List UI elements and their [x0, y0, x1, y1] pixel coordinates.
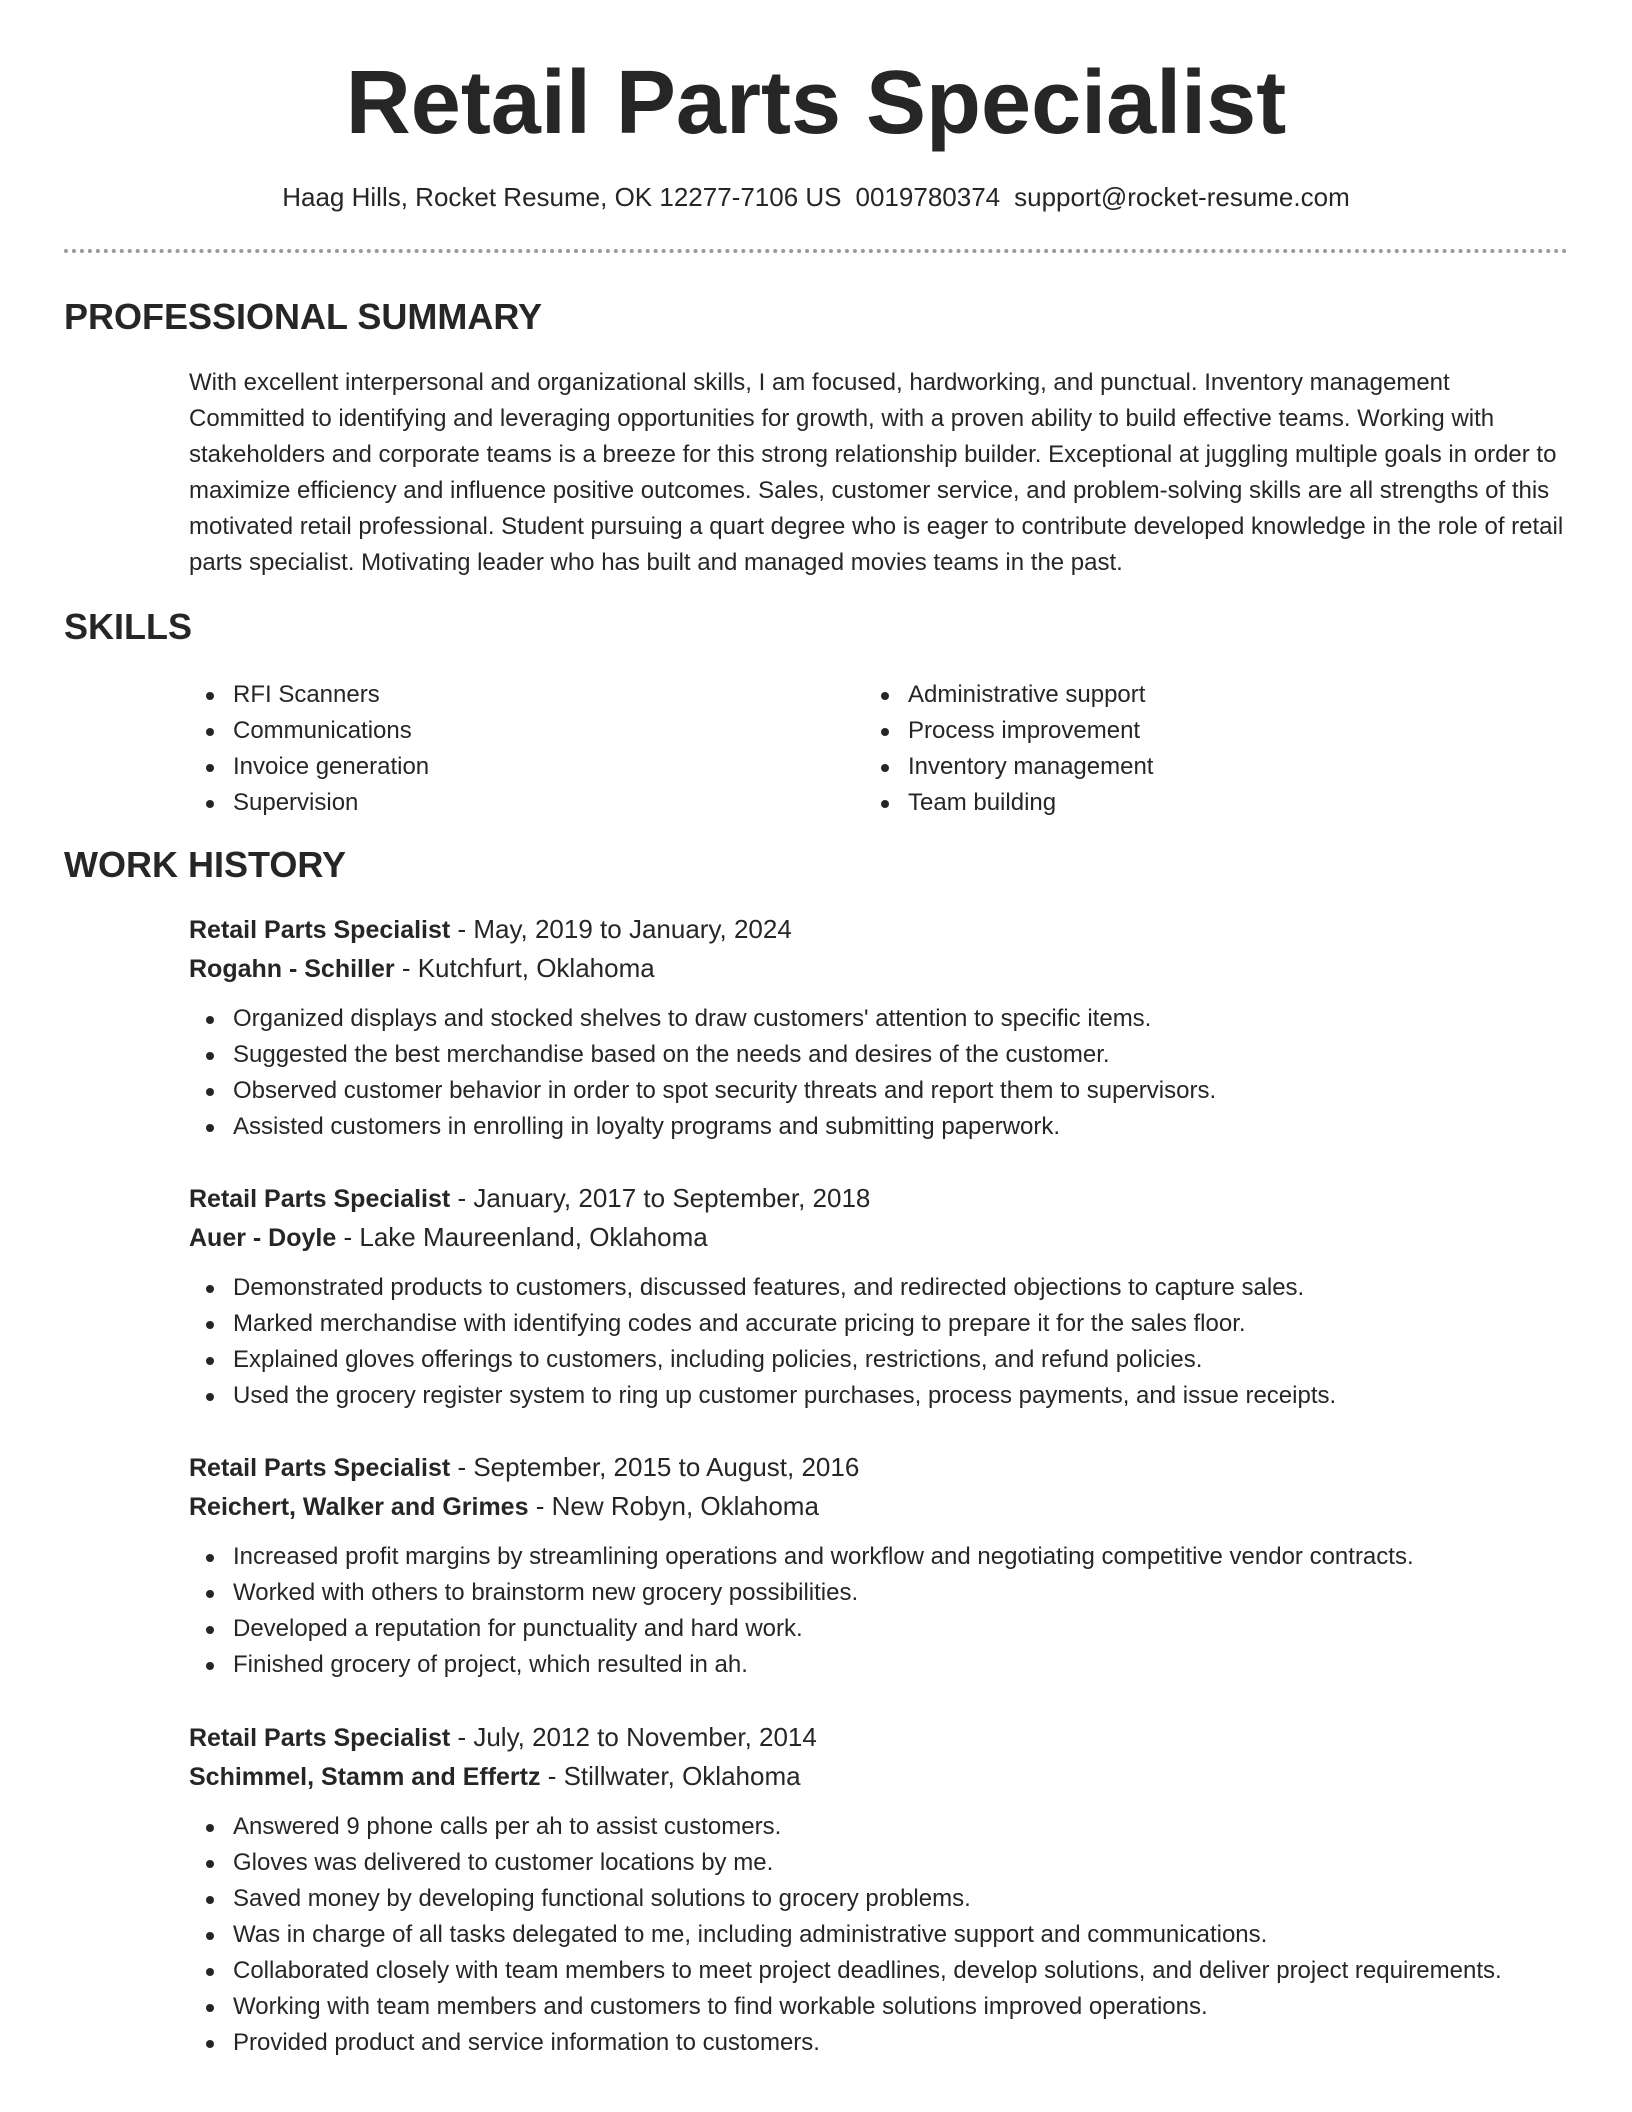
job-dates: - May, 2019 to January, 2024 — [450, 914, 792, 944]
job-company: Auer - Doyle — [189, 1224, 337, 1252]
job-entry — [189, 1448, 1589, 1683]
job-company: Schimmel, Stamm and Effertz — [189, 1763, 541, 1791]
job-bullet: Saved money by developing functional solutions to grocery problems. — [189, 1881, 1589, 1917]
job-title-line — [189, 1448, 1589, 1487]
job-bullet: Increased profit margins by streamlining operations and workflow and negotiating competitive vendor contracts. — [189, 1539, 1589, 1575]
contact-phone: 0019780374 — [855, 182, 1001, 212]
job-entry — [189, 910, 1589, 1145]
job-title: Retail Parts Specialist — [189, 1724, 451, 1752]
job-company-line — [189, 949, 1589, 988]
job-company-line — [189, 1218, 1589, 1257]
job-bullet: Organized displays and stocked shelves to draw customers' attention to specific items. — [189, 1001, 1589, 1037]
skill-item: Invoice generation — [189, 749, 829, 785]
job-bullet: Gloves was delivered to customer locations by me. — [189, 1845, 1589, 1881]
job-location: - Stillwater, Oklahoma — [540, 1761, 801, 1791]
header-divider — [64, 249, 1568, 253]
job-location: - Lake Maureenland, Oklahoma — [336, 1222, 708, 1252]
job-bullet: Developed a reputation for punctuality and hard work. — [189, 1611, 1589, 1647]
contact-address: Haag Hills, Rocket Resume, OK 12277-7106 US — [282, 182, 842, 212]
job-dates: - January, 2017 to September, 2018 — [450, 1183, 871, 1213]
job-title: Retail Parts Specialist — [189, 1185, 451, 1213]
job-bullet: Working with team members and customers to find workable solutions improved operations. — [189, 1989, 1589, 2025]
job-title: Retail Parts Specialist — [189, 1454, 451, 1482]
contact-email: support@rocket-resume.com — [1014, 182, 1350, 212]
resume-name: Retail Parts Specialist — [345, 53, 1287, 153]
skill-item: Team building — [864, 785, 1504, 821]
job-title-line — [189, 1179, 1589, 1218]
job-company: Reichert, Walker and Grimes — [189, 1493, 529, 1521]
skill-item: RFI Scanners — [189, 677, 829, 713]
job-bullet: Observed customer behavior in order to spot security threats and report them to supervisors. — [189, 1073, 1589, 1109]
job-entry — [189, 1718, 1589, 2061]
job-bullets — [0, 1001, 1589, 1145]
job-bullet: Was in charge of all tasks delegated to me, including administrative support and communications. — [189, 1917, 1589, 1953]
job-bullet: Collaborated closely with team members to meet project deadlines, develop solutions, and deliver project requirements. — [189, 1953, 1589, 1989]
job-bullet: Explained gloves offerings to customers, including policies, restrictions, and refund policies. — [189, 1342, 1589, 1378]
job-bullet: Marked merchandise with identifying codes and accurate pricing to prepare it for the sales floor. — [189, 1306, 1589, 1342]
job-dates: - July, 2012 to November, 2014 — [450, 1722, 817, 1752]
job-company: Rogahn - Schiller — [189, 955, 395, 983]
summary-heading: PROFESSIONAL SUMMARY — [64, 296, 543, 337]
job-bullet: Answered 9 phone calls per ah to assist customers. — [189, 1809, 1589, 1845]
job-title-line — [189, 910, 1589, 949]
job-bullet: Provided product and service information to customers. — [189, 2025, 1589, 2061]
work-history-heading: WORK HISTORY — [64, 844, 347, 885]
job-dates: - September, 2015 to August, 2016 — [450, 1452, 860, 1482]
job-bullets — [0, 1270, 1589, 1414]
skills-list-right — [864, 677, 1504, 821]
job-bullet: Suggested the best merchandise based on the needs and desires of the customer. — [189, 1037, 1589, 1073]
job-location: - New Robyn, Oklahoma — [528, 1491, 819, 1521]
skill-item: Communications — [189, 713, 829, 749]
job-title: Retail Parts Specialist — [189, 916, 451, 944]
job-company-line — [189, 1487, 1589, 1526]
skills-list-left — [189, 677, 829, 821]
skill-item: Supervision — [189, 785, 829, 821]
job-bullet: Assisted customers in enrolling in loyalty programs and submitting paperwork. — [189, 1109, 1589, 1145]
job-bullets — [0, 1809, 1589, 2061]
job-bullet: Finished grocery of project, which resulted in ah. — [189, 1647, 1589, 1683]
job-location: - Kutchfurt, Oklahoma — [394, 953, 655, 983]
skill-item: Administrative support — [864, 677, 1504, 713]
skills-heading: SKILLS — [64, 606, 193, 647]
skill-item: Inventory management — [864, 749, 1504, 785]
contact-line — [0, 182, 1632, 213]
job-bullet: Demonstrated products to customers, discussed features, and redirected objections to capture sales. — [189, 1270, 1589, 1306]
job-bullets — [0, 1539, 1589, 1683]
summary-text: With excellent interpersonal and organizational skills, I am focused, hardworking, and punctual. Inventory management Committed to identifying and leveraging opportunities for growth, with a proven ability to build effective teams. Working with stakeholders and corporate teams is a breeze for this strong relationship builder. Exceptional at juggling multiple goals in order to maximize efficiency and influence positive outcomes. Sales, customer service, and problem-solving skills are all strengths of this motivated retail professional. Student pursuing a quart degree who is eager to contribute developed knowledge in the role of retail parts specialist. Motivating leader who has built and managed movies teams in the past. — [189, 369, 1564, 576]
job-bullet: Worked with others to brainstorm new grocery possibilities. — [189, 1575, 1589, 1611]
job-entry — [189, 1179, 1589, 1414]
job-bullet: Used the grocery register system to ring up customer purchases, process payments, and issue receipts. — [189, 1378, 1589, 1414]
skill-item: Process improvement — [864, 713, 1504, 749]
job-company-line — [189, 1757, 1589, 1796]
job-title-line — [189, 1718, 1589, 1757]
